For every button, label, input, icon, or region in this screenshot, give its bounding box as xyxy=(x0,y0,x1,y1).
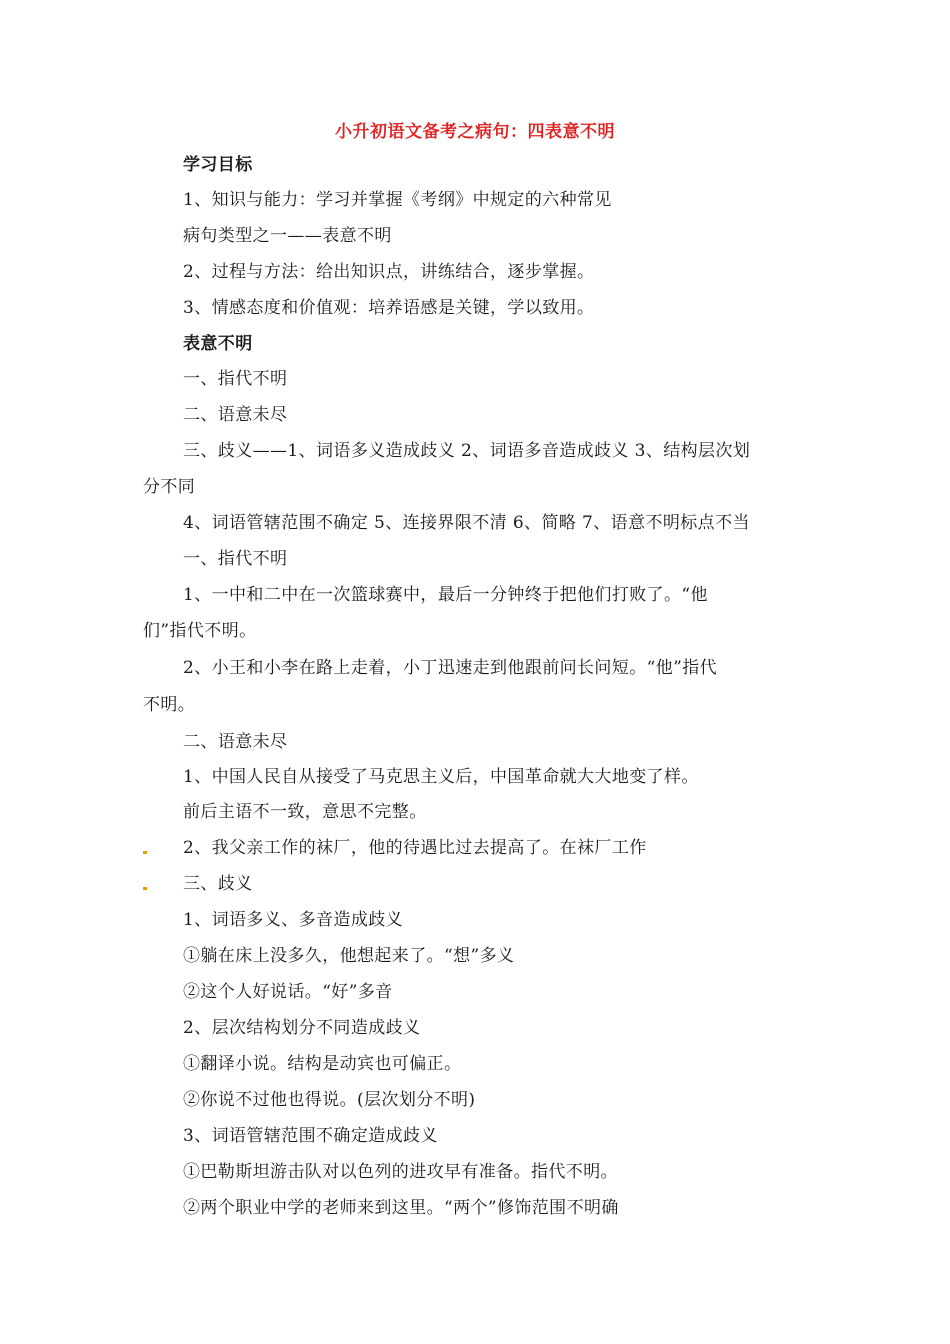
paragraph-line: 1、中国人民自从接受了马克思主义后，中国革命就大大地变了样。 xyxy=(183,767,699,787)
paragraph-line: ①翻译小说。结构是动宾也可偏正。 xyxy=(183,1054,462,1074)
paragraph-line: 三、歧义 xyxy=(183,874,253,894)
paragraph-line: 们”指代不明。 xyxy=(143,621,257,641)
paragraph-line: 二、语意未尽 xyxy=(183,732,288,752)
heading-learning-goals: 学习目标 xyxy=(183,155,253,175)
paragraph-line: 3、词语管辖范围不确定造成歧义 xyxy=(183,1126,438,1146)
paragraph-line: 病句类型之一——表意不明 xyxy=(183,226,392,246)
paragraph-line: ①躺在床上没多久，他想起来了。“想”多义 xyxy=(183,946,515,966)
paragraph-line: 3、情感态度和价值观：培养语感是关键，学以致用。 xyxy=(183,298,595,318)
paragraph-line: ②两个职业中学的老师来到这里。“两个”修饰范围不明确 xyxy=(183,1198,619,1218)
paragraph-line: 三、歧义——1、词语多义造成歧义 2、词语多音造成歧义 3、结构层次划 xyxy=(183,441,751,461)
paragraph-line: ②这个人好说话。“好”多音 xyxy=(183,982,393,1002)
document-title: 小升初语文备考之病句：四表意不明 xyxy=(335,122,615,142)
paragraph-line: 一、指代不明 xyxy=(183,549,288,569)
paragraph-line: 4、词语管辖范围不确定 5、连接界限不清 6、简略 7、语意不明标点不当 xyxy=(183,513,750,533)
heading-unclear-meaning: 表意不明 xyxy=(183,334,253,354)
paragraph-line: 分不同 xyxy=(143,477,196,497)
paragraph-line: ②你说不过他也得说。(层次划分不明) xyxy=(183,1090,476,1110)
paragraph-line: 2、我父亲工作的袜厂，他的待遇比过去提高了。在袜厂工作 xyxy=(183,838,647,858)
paragraph-line: 2、小王和小李在路上走着，小丁迅速走到他跟前问长问短。“他”指代 xyxy=(183,658,717,678)
paragraph-line: 2、过程与方法：给出知识点，讲练结合，逐步掌握。 xyxy=(183,262,595,282)
paragraph-line: 前后主语不一致，意思不完整。 xyxy=(183,802,427,822)
decorative-mark xyxy=(143,851,147,854)
paragraph-line: ①巴勒斯坦游击队对以色列的进攻早有准备。指代不明。 xyxy=(183,1162,618,1182)
paragraph-line: 1、一中和二中在一次篮球赛中，最后一分钟终于把他们打败了。“他 xyxy=(183,585,708,605)
paragraph-line: 1、知识与能力：学习并掌握《考纲》中规定的六种常见 xyxy=(183,190,612,210)
paragraph-line: 1、词语多义、多音造成歧义 xyxy=(183,910,404,930)
paragraph-line: 二、语意未尽 xyxy=(183,405,288,425)
decorative-mark xyxy=(143,887,147,890)
paragraph-line: 一、指代不明 xyxy=(183,369,288,389)
paragraph-line: 不明。 xyxy=(143,695,196,715)
paragraph-line: 2、层次结构划分不同造成歧义 xyxy=(183,1018,421,1038)
